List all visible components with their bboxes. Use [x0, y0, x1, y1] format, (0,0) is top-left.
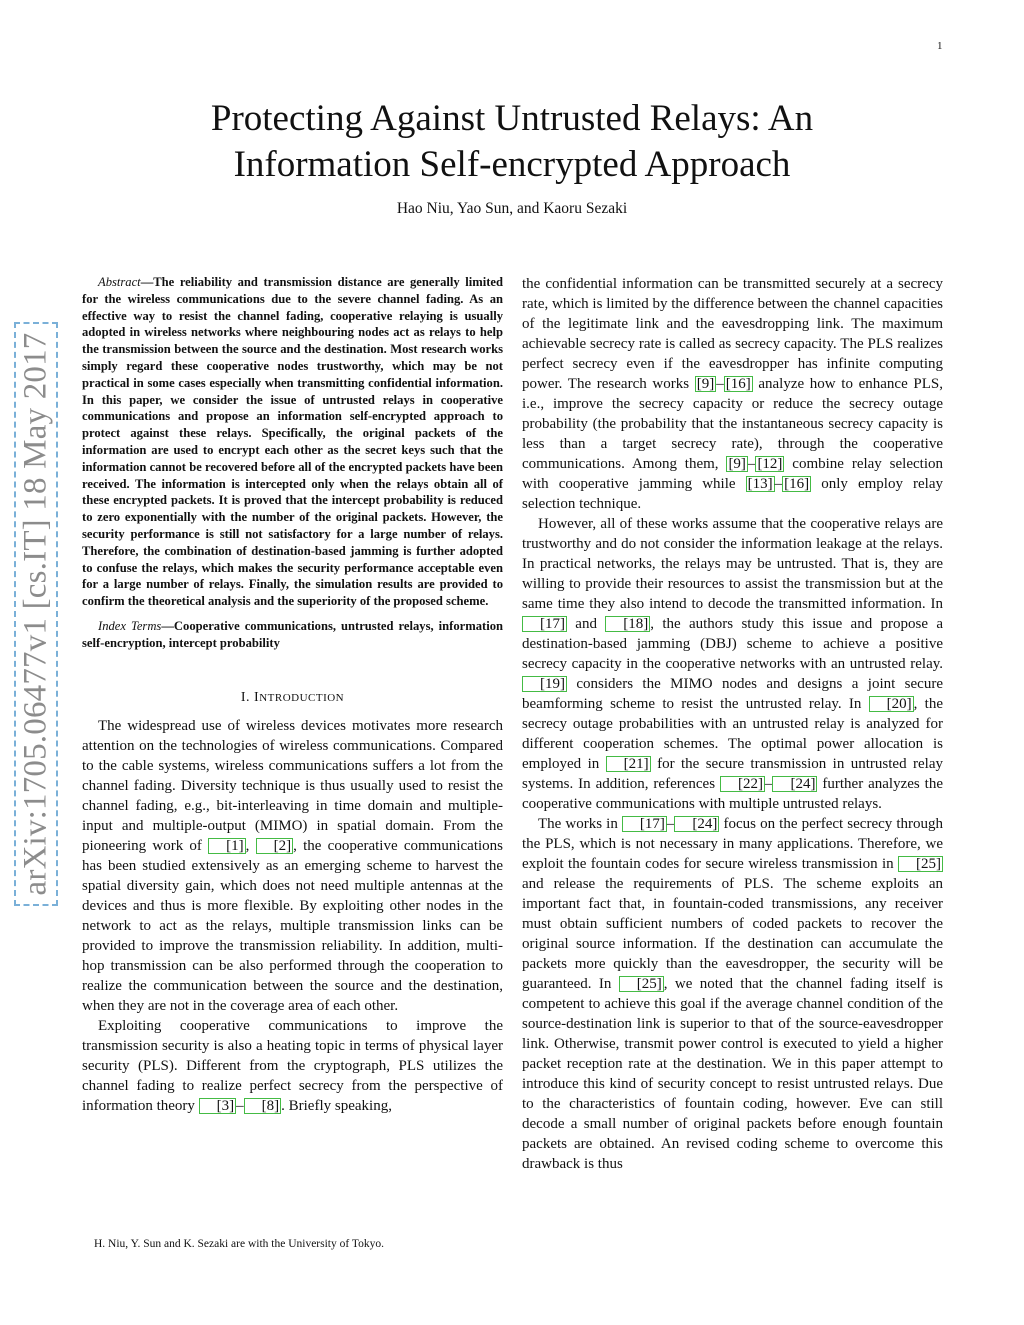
text-run: –	[774, 476, 783, 492]
text-run: , we noted that the channel fading itself is competent to achieve this goal if the average channel condition of the source-destination link is superior to that of the source-eavesdropper link. Otherwise, transmit power control is executed to yield a higher packet reception rate at the destination. We in this paper attempt to introduce this kind of security concept to resist untrusted relays. Due to the characteristics of fountain coding, however. Eve can still decode a small number of original packets before enough fountain packets are obtained. An revised coding scheme to overcome this drawback is thus	[522, 976, 943, 1172]
page-number: 1	[937, 40, 943, 52]
text-run: –	[236, 1097, 244, 1114]
citation-link[interactable]: [17]	[622, 816, 667, 832]
citation-link[interactable]: [21]	[606, 756, 651, 772]
section-heading-introduction	[82, 690, 503, 706]
abstract-body: —The reliability and transmission distance are generally limited for the wireless communications due to the severe channel fading. As an effective way to resist the channel fading, cooperative relaying is usually adopted in wireless networks where neighbouring nodes act as relays to help the transmission between the source and the destination. Most research works simply regard these cooperative nodes trustworthy, which may be not practical in some cases especially when transmitting confidential information. In this paper, we consider the issue of untrusted relays in cooperative communications and propose an information self-encrypted approach to protect against these relays. Specifically, the original packets of the information are used to encrypt each other as the secret keys such that the information cannot be recovered before all of the encrypted packets have been received. The information is intercepted only when the relays obtain all of these encrypted packets. It is proved that the intercept probability is reduced to zero exponentially with the number of the original packets. However, the security performance is still not satisfactory for a large number of relays. Therefore, the combination of destination-based jamming is further adopted to confuse the relays, which makes the security performance acceptable even for a large number of relays. Finally, the simulation results are provided to confirm the theoretical analysis and the superiority of the proposed scheme.	[82, 275, 503, 609]
text-run: combine relay selection with cooperative jamming while	[522, 456, 943, 492]
text-run: , the cooperative communications has been studied extensively as an emerging scheme to harvest the spatial diversity gain, which does not need multiple antennas at the devices and thus is more flexible. By exploiting other nodes in the network to act as the relays, multiple transmission links can be provided to improve the transmission reliability. In addition, multi-hop transmission can be also performed through the cooperation to realize the communication between the source and the destination, when they are not in the coverage area of each other.	[82, 837, 504, 1014]
text-run: –	[747, 456, 756, 472]
text-run: and release the requirements of PLS. The scheme exploits an important fact that, in fountain-coded transmissions, any receiver must obtain sufficient numbers of coded packets to recover the original source information. If the destination can accumulate the packets more quickly than the eavesdropper, the security will be guaranteed. In	[522, 876, 943, 992]
text-run: considers the MIMO nodes and designs a joint secure beamforming scheme to resist the untrusted relay. In	[522, 676, 943, 712]
text-run: . Briefly speaking,	[281, 1097, 392, 1114]
left-column	[82, 274, 503, 1116]
text-run: further analyzes the cooperative communications with multiple untrusted relays.	[522, 776, 943, 812]
text-run: the confidential information can be transmitted securely at a secrecy rate, which is limited by the difference between the channel capacities of the legitimate link and the eavesdropping link. The maximum achievable secrecy rate is called as secrecy capacity. The PLS realizes perfect secrecy even if the eavesdropper has infinite computing power. The research works	[522, 276, 943, 392]
citation-link[interactable]: [19]	[522, 676, 567, 692]
citation-link[interactable]: [17]	[522, 616, 567, 632]
title-line-1: Protecting Against Untrusted Relays: An	[210, 98, 814, 139]
citation-link[interactable]: [25]	[898, 856, 943, 872]
text-run: –	[666, 816, 675, 832]
citation-link[interactable]: [18]	[605, 616, 650, 632]
paper-title	[0, 96, 1024, 188]
citation-link[interactable]: [9]	[728, 456, 746, 472]
text-run: only employ relay selection technique.	[522, 476, 944, 512]
text-run: , the authors study this issue and propose a destination-based jamming (DBJ) scheme to achieve a positive secrecy capacity in the cooperative networks with an untrusted relay.	[522, 616, 943, 672]
citation-link[interactable]: [24]	[674, 816, 719, 832]
text-run: –	[716, 376, 724, 392]
citation-link[interactable]: [2]	[256, 838, 294, 854]
text-run: analyze how to enhance PLS, i.e., improve the secrecy capacity or reduce the secrecy outage probability (the probability that the instantaneous secrecy capacity is less than a target secrecy rate), through the cooperative communications. Among them,	[522, 376, 943, 472]
section-title: NTRODUCTION	[259, 691, 345, 704]
citation-link[interactable]: [13]	[747, 476, 773, 492]
text-run: for the secure transmission in untrusted relay systems. In addition, references	[522, 756, 943, 792]
citation-link[interactable]: [25]	[619, 976, 664, 992]
citation-link[interactable]: [16]	[784, 476, 810, 492]
footnote: H. Niu, Y. Sun and K. Sezaki are with the University of Tokyo.	[94, 1238, 384, 1250]
text-run: ,	[245, 837, 256, 854]
text-run: and	[567, 616, 606, 632]
arxiv-side-stamp[interactable]	[14, 322, 58, 906]
text-run: , the secrecy outage probabilities with an untrusted relay is analyzed for different cooperation schemes. The optimal power allocation is employed in	[522, 696, 943, 772]
index-terms-body: —Cooperative communications, untrusted relays, information self-encryption, intercept probability	[82, 618, 503, 650]
index-terms-lead: Index Terms	[98, 618, 162, 633]
abstract	[82, 274, 503, 610]
abstract-lead: Abstract	[98, 275, 141, 289]
citation-link[interactable]: [16]	[725, 376, 751, 392]
text-run: focus on the perfect secrecy through the PLS, which is not necessary in many applications. Therefore, we exploit the fountain codes for secure wireless transmission in	[522, 816, 944, 872]
intro-paragraph-1	[82, 716, 503, 1016]
right-paragraph-3	[522, 814, 943, 1174]
citation-link[interactable]: [1]	[208, 838, 246, 854]
authors: Hao Niu, Yao Sun, and Kaoru Sezaki	[396, 200, 628, 217]
text-run: –	[764, 776, 773, 792]
text-run: Exploiting cooperative communications to improve the transmission security is also a heating topic in terms of physical layer security (PLS). Different from the cryptograph, PLS utilizes the channel fading to realize perfect secrecy from the perspective of information theory	[82, 1017, 503, 1114]
index-terms	[82, 618, 503, 652]
right-column	[522, 274, 943, 1174]
citation-link[interactable]: [3]	[199, 1098, 237, 1114]
text-run: The widespread use of wireless devices motivates more research attention on the technologies of wireless communications. Compared to the cable systems, wireless communications suffers a lot from the channel fading. Diversity technique is thus usually used to resist the channel fading, e.g., bit-interleaving in time domain and multiple-input and multiple-output (MIMO) in spatial domain. From the pioneering work of	[82, 717, 503, 854]
arxiv-identifier: arXiv:1705.06477v1 [cs.IT] 18 May 2017	[17, 332, 54, 896]
citation-link[interactable]: [20]	[869, 696, 914, 712]
citation-link[interactable]: [24]	[772, 776, 817, 792]
right-paragraph-1	[522, 274, 943, 514]
intro-paragraph-2	[82, 1016, 503, 1116]
citation-link[interactable]: [9]	[696, 376, 715, 392]
section-number: I. I	[240, 689, 260, 705]
text-run: The works in	[538, 816, 622, 832]
citation-link[interactable]: [22]	[720, 776, 765, 792]
citation-link[interactable]: [12]	[757, 456, 783, 472]
title-line-2: Information Self-encrypted Approach	[233, 144, 791, 185]
right-paragraph-2	[522, 514, 943, 814]
citation-link[interactable]: [8]	[244, 1098, 282, 1114]
text-run: However, all of these works assume that the cooperative relays are trustworthy and do not consider the information leakage at the relays. In practical networks, the relays may be untrusted. That is, they are willing to provide their resources to assist the transmission but at the same time they also intend to decode the transmitted information. In	[522, 516, 943, 612]
